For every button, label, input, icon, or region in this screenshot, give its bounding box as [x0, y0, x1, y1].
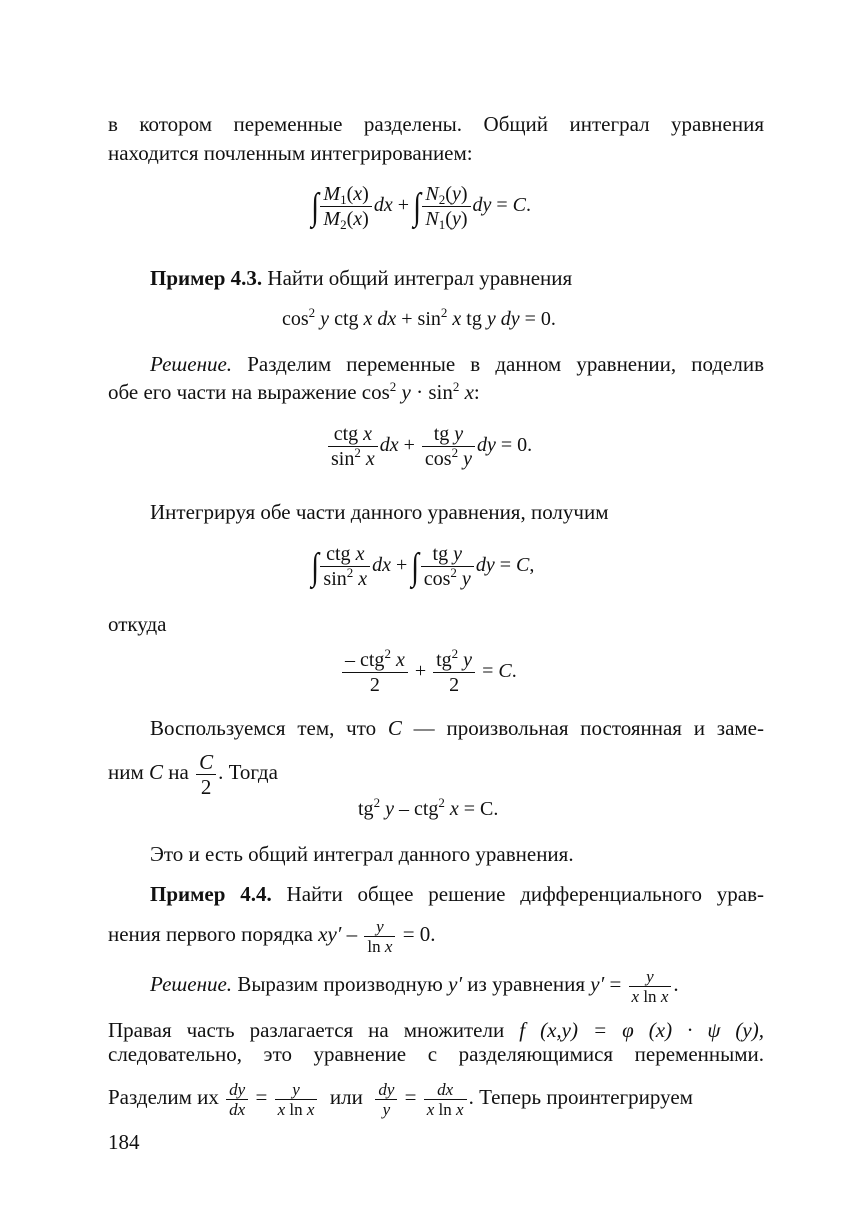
solution-line: Решение. Выразим производную y′ из уравнения y′ = $\frac{y}{\text{x ln x}}$ .: [150, 966, 679, 1006]
paragraph-text: Теперь проинтегрируем: [479, 1085, 693, 1109]
solution-line: обе его части на выражение $\cos^2 y \cdot \sin^2 x$:: [108, 379, 480, 404]
paragraph-text: Разделим их: [108, 1085, 219, 1109]
math-expression: f (x,y) = φ (x) · ψ (y),: [519, 1018, 764, 1042]
paragraph-text: ним: [108, 760, 144, 784]
formula-final: $tg^2$ y – ctg$^2$ x = C.: [358, 795, 499, 820]
example-4-3-line: [150, 266, 764, 290]
formula-integrated: ∫ $\frac{\text{ctg x}}{\sin^2 x}$ dx + ∫ $\frac{\text{tg y}}{\cos^2 y}$ dy = C,: [311, 543, 535, 590]
solution-text: обе его части на выражение: [108, 380, 357, 404]
paragraph-line: Интегрируя обе части данного уравнения, получим: [150, 500, 609, 524]
example-task: Найти общий интеграл уравнения: [267, 266, 573, 290]
paragraph-line: ним C на $\frac{C}{2}$ . Тогда: [108, 749, 278, 799]
math-symbol: C: [387, 716, 402, 740]
page-number: 184: [108, 1130, 140, 1154]
example-task: Найти общее решение дифференциального урав-: [286, 882, 765, 906]
paragraph-line: следовательно, это уравнение с разделяющимися переменными.: [108, 1042, 764, 1066]
example-4-4-line: нения первого порядка xy′ – $\frac{y}{\text{ln x}}$ = 0.: [108, 916, 436, 956]
paragraph-line: [150, 716, 764, 740]
paragraph-text: Воспользуемся тем, что: [150, 716, 377, 740]
paragraph-text: Правая часть разлагается на множители: [108, 1018, 505, 1042]
paragraph-line: находится почленным интегрированием:: [108, 141, 473, 165]
paragraph-text: на: [168, 760, 189, 784]
solution-text: Разделим переменные в данном уравнении, поделив: [247, 352, 764, 376]
solution-text: из уравнения: [467, 972, 586, 996]
solution-line: [150, 352, 764, 376]
formula-general-integral: ∫ $\frac{M_1(x)}{M_2(x)}$ dx + ∫ $\frac{N_2(y)}{N_1(y)}$ dy = C.: [311, 183, 532, 232]
paragraph-text: или: [329, 1085, 363, 1109]
solution-label: Решение.: [150, 972, 233, 996]
formula-eq43: $\cos^2 y$ ctg x dx + $\sin^2 x$ tg y dy = 0.: [282, 305, 556, 330]
paragraph-line: Разделим их $\frac{dy}{dx}$ = $\frac{y}{\text{x ln x}}$ или $\frac{dy}{y}$ = $\frac{dx}{\text{x ln x}}$ . Теперь проинтегрируем: [108, 1079, 693, 1119]
example-heading: Пример 4.3.: [150, 266, 263, 290]
paragraph-line: [108, 1018, 764, 1042]
paragraph-text: Тогда: [228, 760, 278, 784]
paragraph-line: Это и есть общий интеграл данного уравнения.: [150, 842, 574, 866]
paragraph-line: откуда: [108, 612, 167, 636]
paragraph-line: в котором переменные разделены. Общий интеграл уравнения: [108, 112, 764, 136]
example-4-4-line: [150, 882, 764, 906]
paragraph-text: — произвольная постоянная и заме-: [413, 716, 764, 740]
example-task: нения первого порядка: [108, 922, 313, 946]
math-symbol: C: [149, 760, 164, 784]
solution-label: Решение.: [150, 352, 233, 376]
solution-text: Выразим производную: [237, 972, 443, 996]
formula-result: $\frac{- ctg^2 x}{2}$ + $\frac{tg^2 y}{2}$ = C.: [340, 648, 517, 697]
example-heading: Пример 4.4.: [150, 882, 272, 906]
formula-separated: $\frac{\text{ctg x}}{\sin^2 x}$ dx + $\frac{\text{tg y}}{\cos^2 y}$ dy = 0.: [326, 422, 532, 471]
